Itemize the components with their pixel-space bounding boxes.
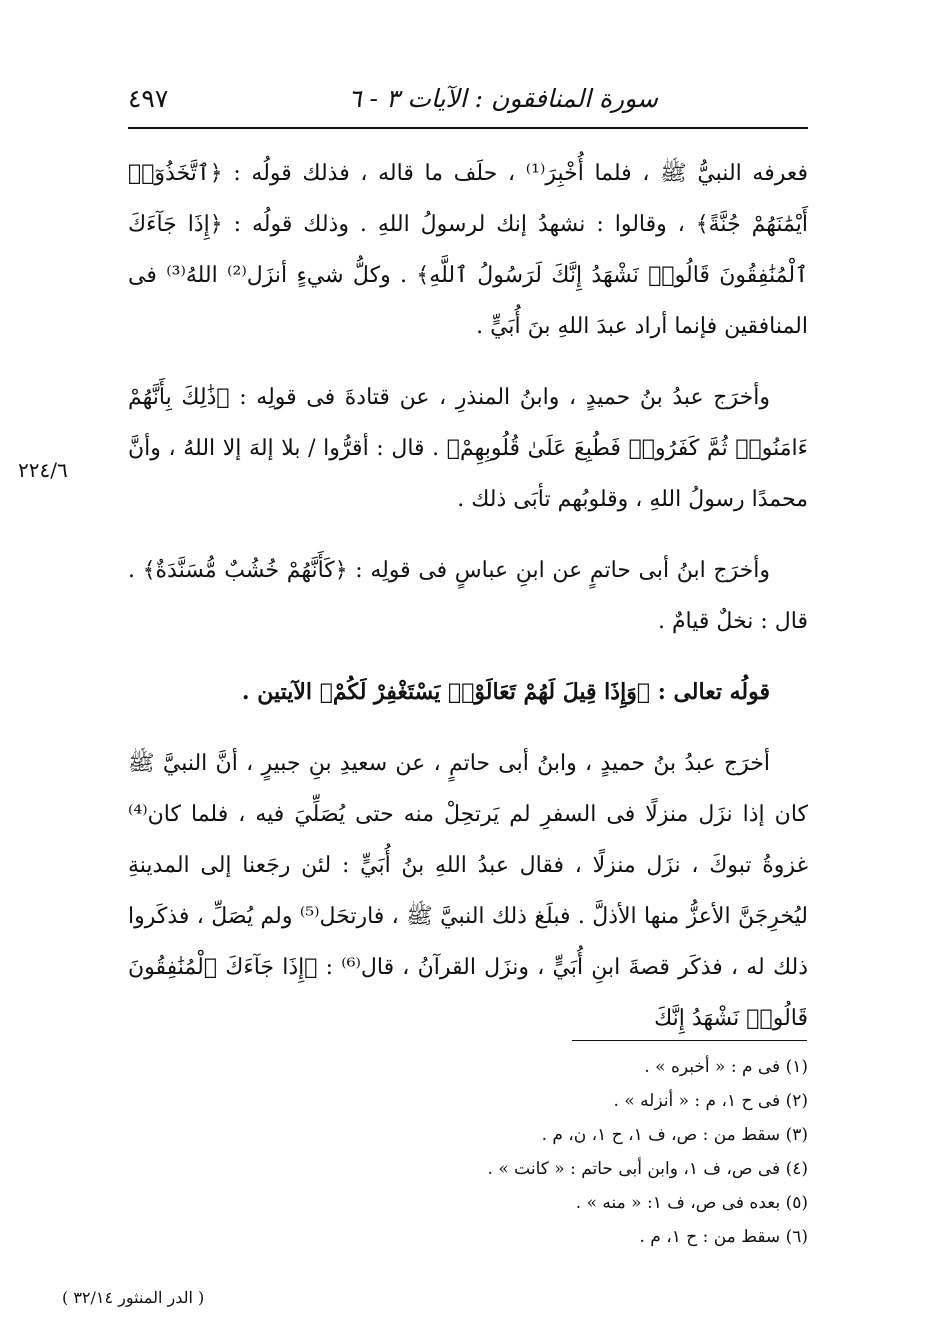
footnotes	[300, 1050, 808, 1254]
running-title: سورة المنافقون : الآيات ٣ - ٦	[348, 84, 658, 113]
footnote-2: (٢) فى ح ١، م : « أنزله » .	[613, 1091, 808, 1111]
footnote-rule	[572, 1040, 807, 1041]
page-number: ٤٩٧	[128, 84, 169, 113]
page-footer: ( الدر المنثور ٣٢/١٤ )	[62, 1288, 205, 1307]
main-text	[128, 148, 808, 1044]
footnote-6: (٦) سقط من : ح ١، م .	[639, 1227, 808, 1247]
paragraph-2: وأخرَج عبدُ بنُ حميدٍ ، وابنُ المنذرِ ، عن قتادةَ فى قولِه : ﴿ذَٰلِكَ بِأَنَّهُمْ ءَامَنُوا۟ ثُمَّ كَفَرُوا۟ فَطُبِعَ عَلَىٰ قُلُوبِهِمْ﴾ . قال : أقرُّوا / بلا إلهَ إلا اللهُ ، وأنَّ محمدًا رسولُ اللهِ ، وقلوبُهم تأبَى ذلك .	[128, 385, 808, 512]
footnote-5: (٥) بعده فى ص، ف ١: « منه » .	[575, 1193, 808, 1213]
header-rule	[128, 127, 808, 129]
paragraph-3: وأخرَج ابنُ أبى حاتمٍ عن ابنِ عباسٍ فى قولِه : ﴿كَأَنَّهُمْ خُشُبٌ مُّسَنَّدَةٌ﴾ . قال : نخلٌ قيامٌ .	[128, 558, 808, 634]
footnote-3: (٣) سقط من : ص، ف ١، ح ١، ن، م .	[541, 1125, 808, 1145]
footnote-1: (١) فى م : « أخبره » .	[644, 1057, 808, 1077]
verse-heading: قولُه تعالى : ﴿وَإِذَا قِيلَ لَهُمْ تَعَالَوْا۟ يَسْتَغْفِرْ لَكُمْ﴾ الآيتين .	[241, 679, 770, 705]
paragraph-4: أخرَج عبدُ بنُ حميدٍ ، وابنُ أبى حاتمٍ ، عن سعيدِ بنِ جبيرٍ ، أنَّ النبيَّ ﷺ كان إذا نزَل منزلًا فى السفرِ لم يَرتحِلْ منه حتى يُصَلِّيَ فيه ، فلما كان⁽⁴⁾ غزوةُ تبوكَ ، نزَل منزلًا ، فقال عبدُ اللهِ بنُ أُبَيٍّ : لئن رجَعنا إلى المدينةِ ليُخرِجَنَّ الأعزُّ منها الأذلَّ . فبلَغ ذلك النبيَّ ﷺ ، فارتحَل⁽⁵⁾ ولم يُصَلِّ ، فذكَروا ذلك له ، فذكَر قصةَ ابنِ أُبَيٍّ ، ونزَل القرآنُ ، قال⁽⁶⁾ : ﴿إِذَا جَآءَكَ ٱلْمُنَٰفِقُونَ قَالُوا۟ نَشْهَدُ إِنَّكَ	[128, 751, 809, 1031]
page-header	[128, 80, 808, 120]
footnote-4: (٤) فى ص، ف ١، وابن أبى حاتم : « كانت » .	[487, 1159, 808, 1179]
margin-reference: ٢٢٤/٦	[18, 458, 68, 482]
paragraph-1: فعرفه النبيُّ ﷺ ، فلما أُخْبِرَ⁽¹⁾ ، حلَف ما قاله ، فذلك قولُه : ﴿ٱتَّخَذُوٓا۟ أَيْمَٰنَهُمْ جُنَّةً﴾ ، وقالوا : نشهدُ إنك لرسولُ اللهِ . وذلك قولُه : ﴿إِذَا جَآءَكَ ٱلْمُنَٰفِقُونَ قَالُوا۟ نَشْهَدُ إِنَّكَ لَرَسُولُ ٱللَّهِ﴾ . وكلُّ شيءٍ أنزَل⁽²⁾ اللهُ⁽³⁾ فى المنافقين فإنما أراد عبدَ اللهِ بنَ أُبَيٍّ .	[128, 161, 808, 339]
